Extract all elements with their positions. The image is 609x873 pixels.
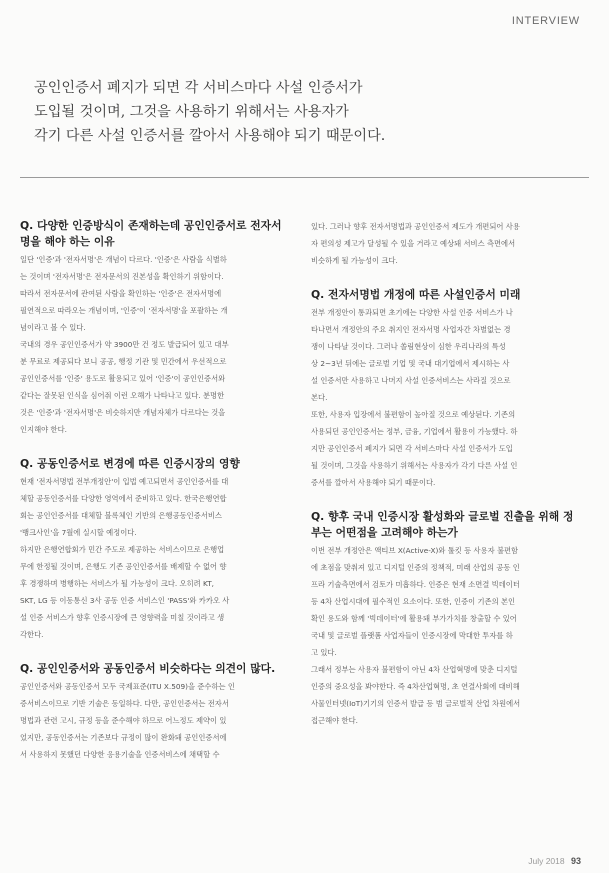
section-label: INTERVIEW xyxy=(511,15,580,27)
issue-date: July 2018 xyxy=(528,856,565,866)
body-line: SKT, LG 등 이동통신 3사 공동 인증 서비스인 'PASS'와 카카오 사 xyxy=(20,596,230,605)
pull-quote-line: 도입될 것이며, 그것을 사용하기 위해서는 사용자가 xyxy=(34,104,349,120)
body-line: 각한다. xyxy=(20,630,44,639)
heading-line: Q. 전자서명법 개정에 따른 사설인증서 미래 xyxy=(311,288,521,301)
heading-line: Q. 다양한 인증방식이 존재하는데 공인인증서로 전자서 xyxy=(20,219,282,232)
divider xyxy=(20,177,589,178)
body-line: 후 경쟁하며 병행하는 서비스가 될 가능성이 크다. 오히려 KT, xyxy=(20,579,214,588)
body-line: 상 2~3년 뒤에는 글로벌 기업 및 국내 대기업에서 제시하는 사 xyxy=(311,359,510,368)
body-line: '뱅크사인'을 7월에 실시할 예정이다. xyxy=(20,528,137,537)
body-line: 될 것이며, 그것을 사용하기 위해서는 사용자가 각기 다른 사설 인 xyxy=(311,461,518,470)
body-line: 국내 및 글로벌 플랫폼 사업자들이 인증시장에 막대한 투자를 하 xyxy=(311,631,513,640)
body-line: 고 있다. xyxy=(311,648,337,657)
pull-quote xyxy=(34,76,582,148)
body-line: 자 편의성 제고가 달성될 수 있을 거라고 예상돼 서비스 측면에서 xyxy=(311,239,516,248)
body-line: 체할 공동인증서를 다양한 영역에서 준비하고 있다. 한국은행연합 xyxy=(20,494,227,503)
body-line: 타나면서 개정안의 주요 취지인 전자서명 사업자간 차별없는 경 xyxy=(311,325,511,334)
body-line: 사물인터넷(IoT)기기의 인증서 발급 등 범 글로벌적 산업 차원에서 xyxy=(311,699,521,708)
heading-line: 명을 해야 하는 이유 xyxy=(20,235,115,248)
body-line: 지만 공인인증서 폐지가 되면 각 서비스마다 사설 인증서가 도입 xyxy=(311,444,513,453)
body-line: 따라서 전자문서에 관여된 사람을 확인하는 '인증'은 전자서명에 xyxy=(20,289,222,298)
body-line: 이번 전부 개정안은 액티브 X(Active-X)와 툴킷 등 사용자 불편함 xyxy=(311,546,519,555)
question-heading-1 xyxy=(20,218,296,250)
body-line: 확인 용도와 함께 '빅데이터'에 활용돼 부가가치를 창출할 수 있어 xyxy=(311,614,517,623)
body-line: 있다. 그러나 향후 전자서명법과 공인인증서 제도가 개편되어 사용 xyxy=(311,222,520,231)
body-line: 같다는 잘못된 인식을 심어줘 이런 오해가 나타나고 있다. 분명한 xyxy=(20,391,225,400)
page-footer xyxy=(528,856,581,866)
heading-line: Q. 공인인증서와 공동인증서 비슷하다는 의견이 많다. xyxy=(20,662,276,675)
body-line: 공인인증서를 '인증' 용도로 활용되고 있어 '인증'이 공인인증서와 xyxy=(20,374,226,383)
body-line: 무에 한정될 것이며, 은행도 기존 공인인증서를 배제할 수 없어 향 xyxy=(20,562,227,571)
heading-line: Q. 공동인증서로 변경에 따른 인증시장의 영향 xyxy=(20,457,240,470)
body-line: 일단 '인증'과 '전자서명'은 개념이 다르다. '인증'은 사람을 식별하 xyxy=(20,255,227,264)
body-line: 등 4차 산업시대에 필수적인 요소이다. 또한, 인증이 기존의 본인 xyxy=(311,597,516,606)
body-line: 증서를 깔아서 사용해야 되기 때문이다. xyxy=(311,478,436,487)
body-line: 그래서 정부는 사용자 불편함이 아닌 4차 산업혁명에 맞춘 디지털 xyxy=(311,665,518,674)
body-line: 하지만 은행연합회가 민간 주도로 제공하는 서비스이므로 은행업 xyxy=(20,545,225,554)
body-line: 것은 '인증'과 '전자서명'은 비슷하지만 개념자체가 다르다는 것을 xyxy=(20,408,226,417)
body-line: 설 인증서만 사용하고 나머지 사설 인증서비스는 사라질 것으로 xyxy=(311,376,511,385)
body-line: 또한, 사용자 입장에서 불편함이 높아질 것으로 예상된다. 기존의 xyxy=(311,410,516,419)
body-line: 본다. xyxy=(311,393,328,402)
page-number: 93 xyxy=(570,856,581,866)
heading-line: 부는 어떤점을 고려해야 하는가 xyxy=(311,526,458,539)
body-line: 사용되던 공인인증서는 정부, 금융, 기업에서 활용이 가능했다. 하 xyxy=(311,427,518,436)
body-line: 인증의 중요성을 봐야한다. 즉 4차산업혁명, 초 연결사회에 대비해 xyxy=(311,682,520,691)
body-line: 비슷하게 될 가능성이 크다. xyxy=(311,256,398,265)
left-column xyxy=(20,218,296,763)
body-line: 회는 공인인증서를 대체할 블록체인 기반의 은행공동인증서비스 xyxy=(20,511,222,520)
answer-body-2 xyxy=(20,473,296,643)
pull-quote-line: 공인인증서 폐지가 되면 각 서비스마다 사설 인증서가 xyxy=(34,80,363,96)
body-line: 명법과 관련 고시, 규정 등을 준수해야 하므로 어느정도 제약이 있 xyxy=(20,716,227,725)
body-line: 전부 개정안이 통과되면 초기에는 다양한 사설 인증 서비스가 나 xyxy=(311,308,513,317)
question-heading-3 xyxy=(20,661,296,677)
body-line: 접근해야 한다. xyxy=(311,716,358,725)
pull-quote-line: 각기 다른 사설 인증서를 깔아서 사용해야 되기 때문이다. xyxy=(34,128,386,144)
question-heading-4 xyxy=(311,287,587,303)
heading-line: Q. 향후 국내 인증시장 활성화와 글로벌 진출을 위해 정 xyxy=(311,510,574,523)
answer-body-1 xyxy=(20,251,296,438)
right-column xyxy=(311,218,587,729)
body-line: 서 사용하지 못했던 다양한 응용기술을 인증서비스에 채택할 수 xyxy=(20,750,220,759)
answer-body-5 xyxy=(311,542,587,729)
answer-body-3 xyxy=(20,678,296,763)
question-heading-2 xyxy=(20,456,296,472)
body-line: 분 무료로 제공되다 보니 공공, 행정 기관 및 민간에서 우선적으로 xyxy=(20,357,227,366)
body-line: 설 인증 서비스가 향후 인증시장에 큰 영향력을 미칠 것이라고 생 xyxy=(20,613,225,622)
body-line: 증서비스이므로 기반 기술은 동일하다. 다만, 공인인증서는 전자서 xyxy=(20,699,229,708)
body-line: 인지해야 한다. xyxy=(20,425,67,434)
body-line: 쟁이 나타날 것이다. 그러나 쏠림현상이 심한 우리나라의 특성 xyxy=(311,342,506,351)
answer-body-3-continued xyxy=(311,218,587,269)
body-line: 공인인증서와 공동인증서 모두 국제표준(ITU X.509)을 준수하는 인 xyxy=(20,682,235,691)
answer-body-4 xyxy=(311,304,587,491)
question-heading-5 xyxy=(311,509,587,541)
body-line: 현재 '전자서명법 전부개정안'이 입법 예고되면서 공인인증서를 대 xyxy=(20,477,229,486)
body-line: 념이라고 볼 수 있다. xyxy=(20,323,86,332)
body-line: 국내의 경우 공인인증서가 약 3900만 건 정도 발급되어 있고 대부 xyxy=(20,340,229,349)
body-line: 프라 기술측면에서 검토가 미흡하다. 인증은 현재 소면결 빅데이터 xyxy=(311,580,520,589)
body-line: 었지만, 공동인증서는 기존보다 규정이 많이 완화돼 공인인증서에 xyxy=(20,733,227,742)
body-line: 에 초점을 맞춰져 있고 디지털 인증의 정책적, 미래 산업의 공동 인 xyxy=(311,563,520,572)
body-line: 는 것이며 '전자서명'은 전자문서의 진본성을 확인하기 위함이다. xyxy=(20,272,224,281)
body-line: 필연적으로 따라오는 개념이며, '인증'이 '전자서명'을 포괄하는 개 xyxy=(20,306,228,315)
